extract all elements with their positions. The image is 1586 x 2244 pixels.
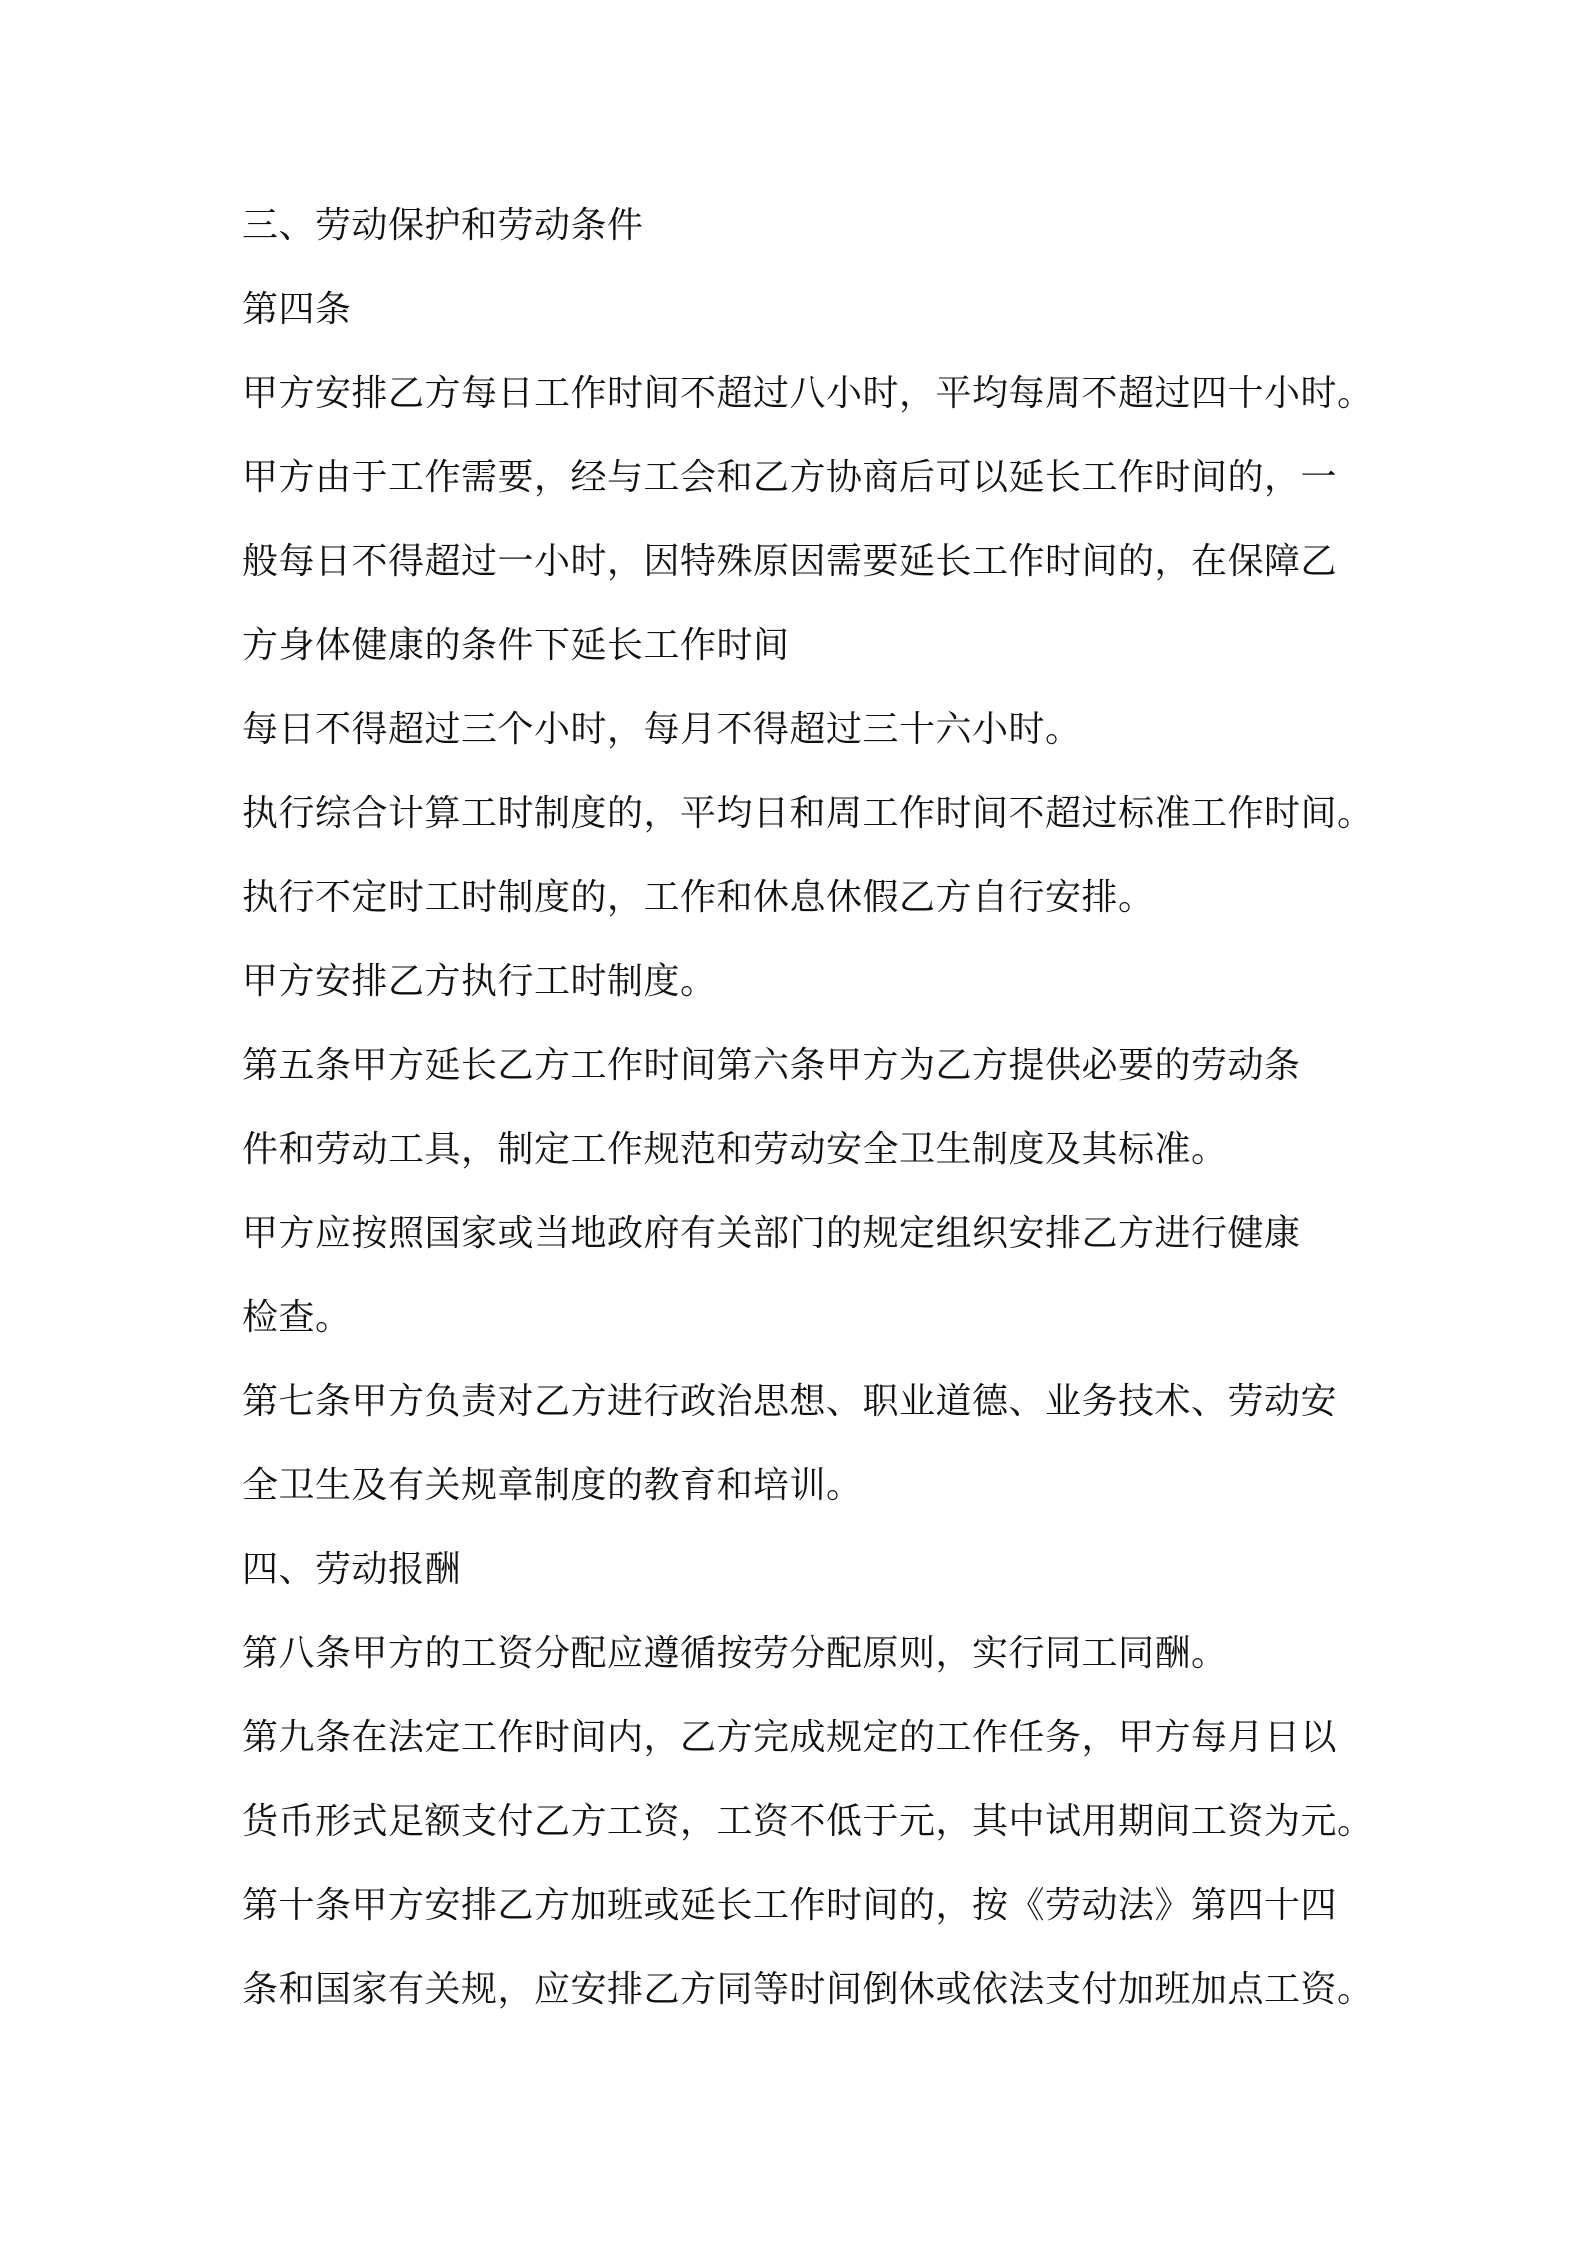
paragraph-line: 全卫生及有关规章制度的教育和培训。	[242, 1465, 863, 1506]
paragraph-line: 甲方应按照国家或当地政府有关部门的规定组织安排乙方进行健康	[242, 1213, 1301, 1254]
paragraph-line: 第八条甲方的工资分配应遵循按劳分配原则，实行同工同酬。	[242, 1633, 1228, 1674]
paragraph-line: 第十条甲方安排乙方加班或延长工作时间的，按《劳动法》第四十四	[242, 1885, 1338, 1926]
paragraph-line: 甲方安排乙方执行工时制度。	[242, 961, 717, 1002]
paragraph-line: 条和国家有关规，应安排乙方同等时间倒休或依法支付加班加点工资。	[242, 1969, 1374, 2010]
section-heading-labor-remuneration: 四、劳动报酬	[242, 1549, 462, 1590]
paragraph-line: 第九条在法定工作时间内，乙方完成规定的工作任务，甲方每月日以	[242, 1717, 1338, 1758]
paragraph-line: 甲方由于工作需要，经与工会和乙方协商后可以延长工作时间的，一	[242, 457, 1338, 498]
document-body	[242, 184, 1442, 2032]
section-heading-labor-protection: 三、劳动保护和劳动条件	[242, 205, 644, 246]
paragraph-line: 执行综合计算工时制度的，平均日和周工作时间不超过标准工作时间。	[242, 793, 1374, 834]
paragraph-line: 第七条甲方负责对乙方进行政治思想、职业道德、业务技术、劳动安	[242, 1381, 1338, 1422]
paragraph-line: 方身体健康的条件下延长工作时间	[242, 625, 790, 666]
paragraph-line: 货币形式足额支付乙方工资，工资不低于元，其中试用期间工资为元。	[242, 1801, 1374, 1842]
paragraph-line: 第五条甲方延长乙方工作时间第六条甲方为乙方提供必要的劳动条	[242, 1045, 1301, 1086]
article-heading-4: 第四条	[242, 289, 352, 330]
paragraph-line: 件和劳动工具，制定工作规范和劳动安全卫生制度及其标准。	[242, 1129, 1228, 1170]
paragraph-line: 执行不定时工时制度的，工作和休息休假乙方自行安排。	[242, 877, 1155, 918]
paragraph-line: 检查。	[242, 1297, 352, 1338]
paragraph-line: 般每日不得超过一小时，因特殊原因需要延长工作时间的，在保障乙	[242, 541, 1338, 582]
paragraph-line: 甲方安排乙方每日工作时间不超过八小时，平均每周不超过四十小时。	[242, 373, 1374, 414]
paragraph-line: 每日不得超过三个小时，每月不得超过三十六小时。	[242, 709, 1082, 750]
